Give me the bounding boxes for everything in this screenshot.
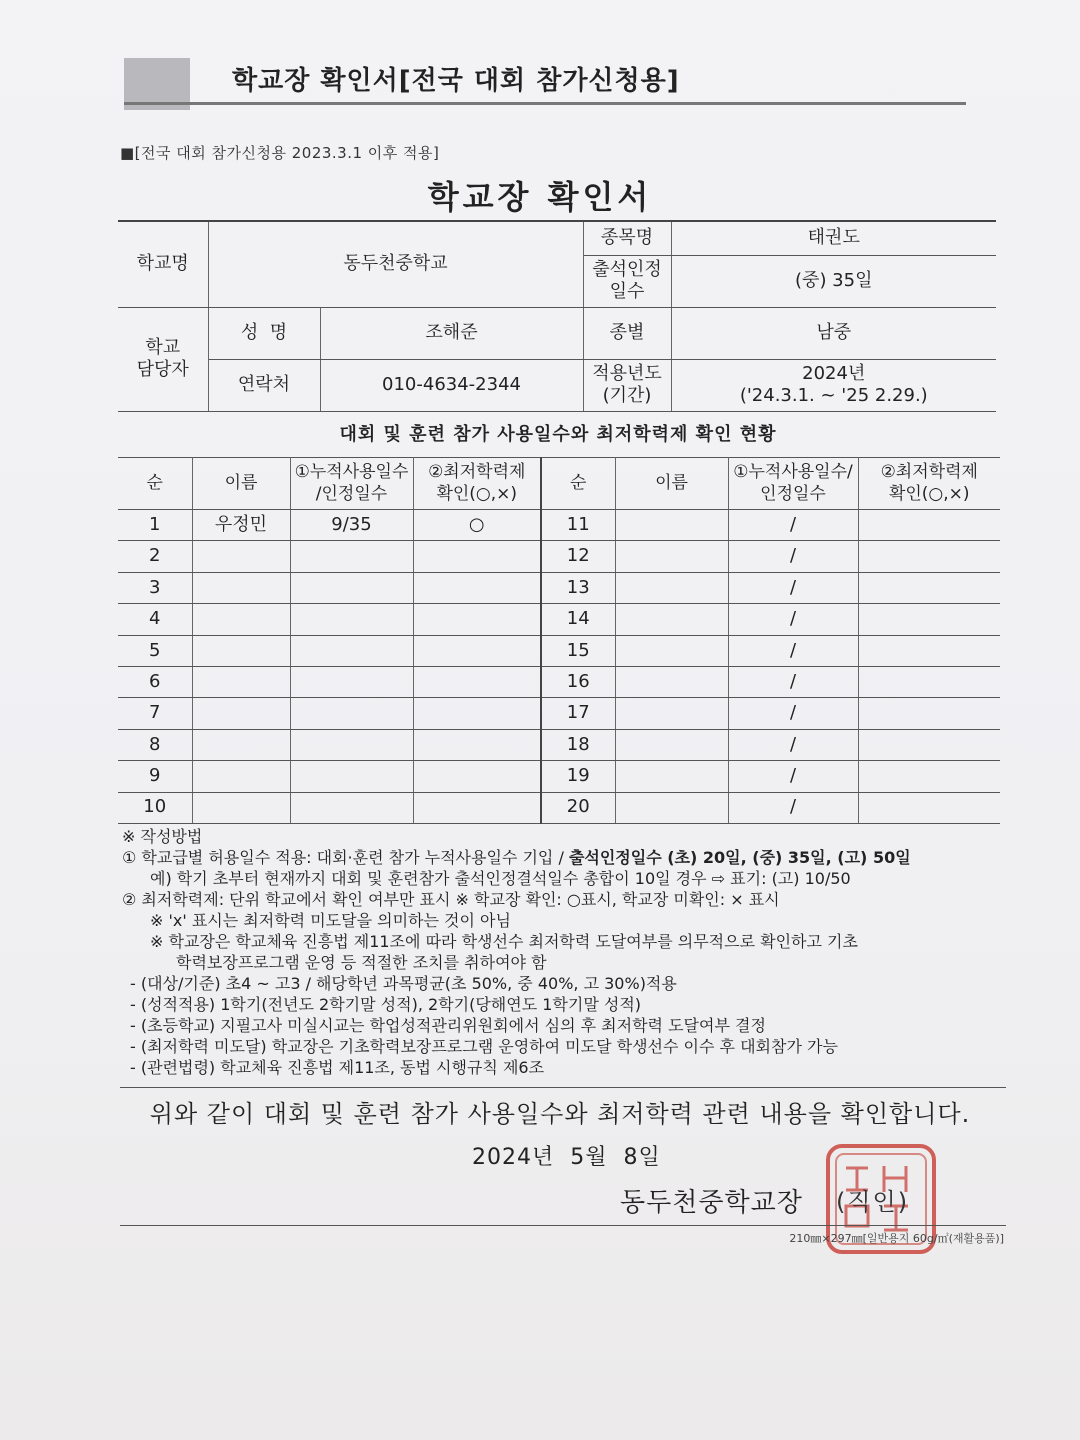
row-days [290, 729, 413, 760]
notes-rule [120, 1087, 1006, 1088]
row-days-2: / [728, 572, 858, 603]
category-value: 남중 [671, 307, 996, 359]
row-number: 1 [118, 510, 192, 541]
row-name-2 [615, 666, 728, 697]
row-check [413, 729, 541, 760]
header-name: 이름 [192, 458, 290, 510]
note-2-sub-2: ※ 학교장은 학교체육 진흥법 제11조에 따라 학생선수 최저학력 도달여부를 의무적으로 확인하고 기초 [150, 932, 858, 951]
header-no: 순 [118, 458, 192, 510]
name-value: 조해준 [320, 307, 583, 359]
table-row [118, 698, 1000, 729]
attendance-value: (중) 35일 [671, 255, 996, 307]
header-name-2: 이름 [615, 458, 728, 510]
paper-spec: 210㎜×297㎜[일반용지 60g/㎡(재활용품)] [789, 1232, 1004, 1245]
row-check-2 [858, 510, 1000, 541]
event-label: 종목명 [583, 221, 671, 255]
row-check [413, 761, 541, 792]
row-number: 4 [118, 604, 192, 635]
row-days-2: / [728, 666, 858, 697]
row-number: 3 [118, 572, 192, 603]
applicability-note: ■[전국 대회 참가신청용 2023.3.1 이후 적용] [120, 144, 440, 162]
row-days-2: / [728, 698, 858, 729]
row-name [192, 635, 290, 666]
row-number: 7 [118, 698, 192, 729]
detail-1: - (대상/기준) 초4 ~ 고3 / 해당학년 과목평균(초 50%, 중 40%, 고 30%)적용 [130, 974, 677, 993]
header-rule [124, 102, 966, 105]
row-check-2 [858, 635, 1000, 666]
footer-rule [120, 1225, 1006, 1226]
school-info-table [118, 220, 996, 412]
row-check [413, 792, 541, 823]
row-name-2 [615, 510, 728, 541]
row-days [290, 792, 413, 823]
row-check: ○ [413, 510, 541, 541]
instructions [122, 826, 1012, 1078]
row-number-2: 15 [541, 635, 615, 666]
row-name [192, 698, 290, 729]
detail-2: - (성적적용) 1학기(전년도 2학기말 성적), 2학기(당해연도 1학기말 성적) [130, 995, 642, 1014]
row-days [290, 666, 413, 697]
year-label: 적용년도 (기간) [583, 359, 671, 411]
row-number: 2 [118, 541, 192, 572]
row-name-2 [615, 572, 728, 603]
detail-4: - (최저학력 미도달) 학교장은 기초학력보장프로그램 운영하여 미도달 학생선수 이수 후 대회참가 가능 [130, 1037, 838, 1056]
header-days: ①누적사용일수 /인정일수 [290, 458, 413, 510]
row-number-2: 17 [541, 698, 615, 729]
row-days [290, 761, 413, 792]
row-check-2 [858, 792, 1000, 823]
row-check-2 [858, 666, 1000, 697]
row-days [290, 635, 413, 666]
section-title: 대회 및 훈련 참가 사용일수와 최저학력제 확인 현황 [339, 424, 777, 445]
row-number-2: 16 [541, 666, 615, 697]
signer-name: 동두천중학교장 [620, 1188, 803, 1218]
table-row [118, 635, 1000, 666]
row-name [192, 792, 290, 823]
row-check [413, 666, 541, 697]
row-days-2: / [728, 604, 858, 635]
row-number-2: 19 [541, 761, 615, 792]
table-row [118, 729, 1000, 760]
row-days [290, 604, 413, 635]
row-number-2: 18 [541, 729, 615, 760]
row-number: 6 [118, 666, 192, 697]
row-name-2 [615, 698, 728, 729]
row-check-2 [858, 729, 1000, 760]
row-name [192, 666, 290, 697]
row-name-2 [615, 635, 728, 666]
row-name [192, 729, 290, 760]
row-check-2 [858, 698, 1000, 729]
roster-body [118, 510, 1000, 824]
row-days: 9/35 [290, 510, 413, 541]
row-days [290, 572, 413, 603]
period-value: ('24.3.1. ~ '25 2.29.) [739, 385, 928, 406]
table-row [118, 510, 1000, 541]
seal-label: (직인) [836, 1188, 910, 1216]
row-name-2 [615, 604, 728, 635]
row-number-2: 14 [541, 604, 615, 635]
banner-title: 학교장 확인서[전국 대회 참가신청용] [232, 66, 680, 96]
row-name: 우정민 [192, 510, 290, 541]
row-name [192, 541, 290, 572]
confirmation-statement: 위와 같이 대회 및 훈련 참가 사용일수와 최저학력 관련 내용을 확인합니다. [149, 1100, 971, 1128]
table-row [118, 792, 1000, 823]
table-row [118, 604, 1000, 635]
row-number-2: 12 [541, 541, 615, 572]
row-days [290, 698, 413, 729]
row-days-2: / [728, 635, 858, 666]
row-name-2 [615, 792, 728, 823]
header-days-2: ①누적사용일수/ 인정일수 [728, 458, 858, 510]
note-2: ② 최저학력제: 단위 학교에서 확인 여부만 표시 ※ 학교장 확인: ○표시, 학교장 미확인: × 표시 [122, 890, 780, 909]
row-name-2 [615, 541, 728, 572]
table-row [118, 761, 1000, 792]
table-row [118, 666, 1000, 697]
row-check-2 [858, 604, 1000, 635]
row-name [192, 761, 290, 792]
row-days-2: / [728, 729, 858, 760]
detail-3: - (초등학교) 지필고사 미실시교는 학업성적관리위원회에서 심의 후 최저학력 도달여부 결정 [130, 1016, 766, 1035]
row-number: 5 [118, 635, 192, 666]
roster-table [118, 457, 1000, 824]
row-days-2: / [728, 761, 858, 792]
note-1-example: 예) 학기 초부터 현재까지 대회 및 훈련참가 출석인정결석일수 총합이 10일 경우 ⇨ 표기: (고) 10/50 [150, 869, 851, 888]
note-1-text: ① 학교급별 허용일수 적용: 대회·훈련 참가 누적사용일수 기입 / [122, 848, 569, 867]
row-days-2: / [728, 541, 858, 572]
header-check: ②최저학력제 확인(○,×) [413, 458, 541, 510]
row-check [413, 572, 541, 603]
row-number-2: 13 [541, 572, 615, 603]
row-name [192, 604, 290, 635]
issue-date: 2024년 5월 8일 [472, 1145, 661, 1170]
contact-value: 010-4634-2344 [320, 359, 583, 411]
year-value: 2024년 [802, 362, 866, 384]
table-row [118, 572, 1000, 603]
event-value: 태권도 [671, 221, 996, 255]
attendance-label: 출석인정 일수 [583, 255, 671, 307]
table-row [118, 541, 1000, 572]
row-number-2: 20 [541, 792, 615, 823]
row-number: 9 [118, 761, 192, 792]
note-1-bold: 출석인정일수 (초) 20일, (중) 35일, (고) 50일 [568, 848, 911, 867]
row-name-2 [615, 729, 728, 760]
header-no-2: 순 [541, 458, 615, 510]
header-check-2: ②최저학력제 확인(○,×) [858, 458, 1000, 510]
row-check [413, 698, 541, 729]
row-check-2 [858, 572, 1000, 603]
note-1 [122, 847, 1012, 868]
note-2-sub-1: ※ 'x' 표시는 최저학력 미도달을 의미하는 것이 아님 [150, 911, 511, 930]
manager-label: 학교 담당자 [118, 307, 208, 411]
name-label: 성 명 [208, 307, 320, 359]
category-label: 종별 [583, 307, 671, 359]
row-number-2: 11 [541, 510, 615, 541]
year-cell [671, 359, 996, 411]
row-check-2 [858, 761, 1000, 792]
row-days-2: / [728, 510, 858, 541]
row-number: 10 [118, 792, 192, 823]
row-days [290, 541, 413, 572]
school-label: 학교명 [118, 221, 208, 307]
contact-label: 연락처 [208, 359, 320, 411]
row-check [413, 635, 541, 666]
row-number: 8 [118, 729, 192, 760]
row-check [413, 604, 541, 635]
school-value: 동두천중학교 [208, 221, 583, 307]
note-2-sub-3: 학력보장프로그램 운영 등 적절한 조치를 취하여야 함 [176, 953, 547, 972]
row-name [192, 572, 290, 603]
row-check-2 [858, 541, 1000, 572]
page-title: 학교장 확인서 [427, 178, 653, 216]
row-days-2: / [728, 792, 858, 823]
row-name-2 [615, 761, 728, 792]
detail-5: - (관련법령) 학교체육 진흥법 제11조, 동법 시행규칙 제6조 [130, 1058, 545, 1077]
row-check [413, 541, 541, 572]
notes-title: ※ 작성방법 [122, 827, 203, 846]
